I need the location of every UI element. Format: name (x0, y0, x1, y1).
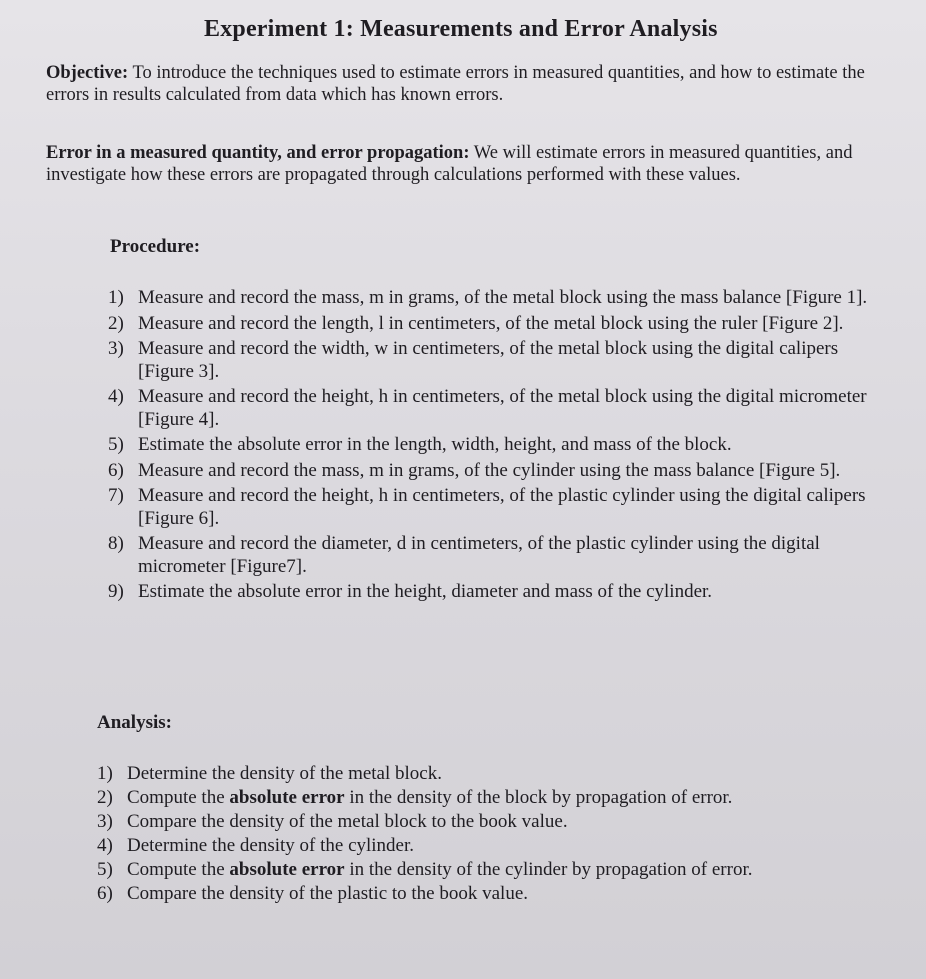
step-text: Compare the density of the plastic to the book value. (127, 883, 529, 904)
objective-label: Objective: (46, 63, 129, 83)
analysis-list (97, 763, 867, 907)
error-propagation-paragraph (46, 142, 886, 186)
step-text: Measure and record the mass, m in grams, of the metal block using the mass balance [Figure 1]. (138, 287, 868, 308)
step-number: 3) (97, 811, 113, 832)
step-text: Compute the (127, 787, 230, 808)
step-number: 2) (108, 312, 124, 334)
step-text-end: in the density of the cylinder by propagation of error. (344, 859, 753, 880)
procedure-step (108, 338, 878, 383)
procedure-step (108, 460, 878, 483)
step-number: 1) (108, 287, 124, 308)
procedure-step (108, 434, 878, 457)
step-number: 3) (108, 338, 124, 359)
analysis-step (97, 835, 867, 857)
step-text: Compute the (127, 859, 230, 880)
step-number: 5) (97, 859, 113, 880)
step-number: 8) (108, 533, 124, 554)
page-title: Experiment 1: Measurements and Error Analysis (204, 16, 718, 42)
objective-paragraph (46, 62, 886, 106)
error-propagation-text: We will estimate errors in measured quantities, and investigate how these errors are propagated through calculations performed with these values. (46, 143, 853, 185)
step-emphasis: absolute error (229, 787, 345, 808)
step-text: Compare the density of the metal block to the book value. (127, 811, 568, 832)
step-number: 5) (108, 434, 124, 455)
step-text: Estimate the absolute error in the length, width, height, and mass of the block. (138, 434, 732, 455)
step-text: Determine the density of the cylinder. (127, 835, 415, 856)
step-number: 2) (97, 787, 113, 808)
objective-text: To introduce the techniques used to estimate errors in measured quantities, and how to estimate the errors in results calculated from data which has known errors. (46, 63, 865, 105)
procedure-step (108, 485, 878, 530)
step-text: Measure and record the width, w in centimeters, of the metal block using the digital calipers [Figure 3]. (138, 338, 839, 382)
step-number: 9) (108, 581, 124, 602)
step-text: Measure and record the mass, m in grams, of the cylinder using the mass balance [Figure 5]. (138, 459, 841, 481)
analysis-step (97, 811, 867, 833)
step-number: 6) (108, 459, 124, 481)
step-text: Estimate the absolute error in the height, diameter and mass of the cylinder. (138, 581, 713, 602)
procedure-step (108, 386, 878, 431)
procedure-step (108, 313, 878, 336)
step-text: Measure and record the height, h in centimeters, of the metal block using the digital micrometer [Figure 4]. (138, 386, 867, 430)
analysis-step (97, 787, 867, 809)
step-number: 1) (97, 763, 113, 784)
procedure-step (108, 287, 878, 310)
step-text-end: in the density of the block by propagation of error. (344, 787, 733, 808)
step-number: 4) (97, 835, 113, 856)
step-number: 6) (97, 883, 113, 904)
step-text: Measure and record the diameter, d in centimeters, of the plastic cylinder using the digital micrometer [Figure7]. (138, 533, 820, 577)
procedure-list (108, 287, 878, 607)
analysis-heading: Analysis: (97, 712, 172, 733)
procedure-step (108, 533, 878, 578)
procedure-step (108, 581, 878, 604)
analysis-step (97, 859, 867, 881)
step-text: Determine the density of the metal block. (127, 763, 442, 784)
step-emphasis: absolute error (229, 859, 345, 880)
step-text: Measure and record the height, h in centimeters, of the plastic cylinder using the digital calipers [Figure 6]. (138, 485, 866, 529)
analysis-step (97, 763, 867, 785)
procedure-heading: Procedure: (110, 236, 201, 257)
step-number: 7) (108, 485, 124, 506)
error-propagation-label: Error in a measured quantity, and error propagation: (46, 143, 470, 163)
step-number: 4) (108, 386, 124, 407)
analysis-step (97, 883, 867, 905)
step-text: Measure and record the length, l in centimeters, of the metal block using the ruler [Figure 2]. (138, 312, 844, 334)
